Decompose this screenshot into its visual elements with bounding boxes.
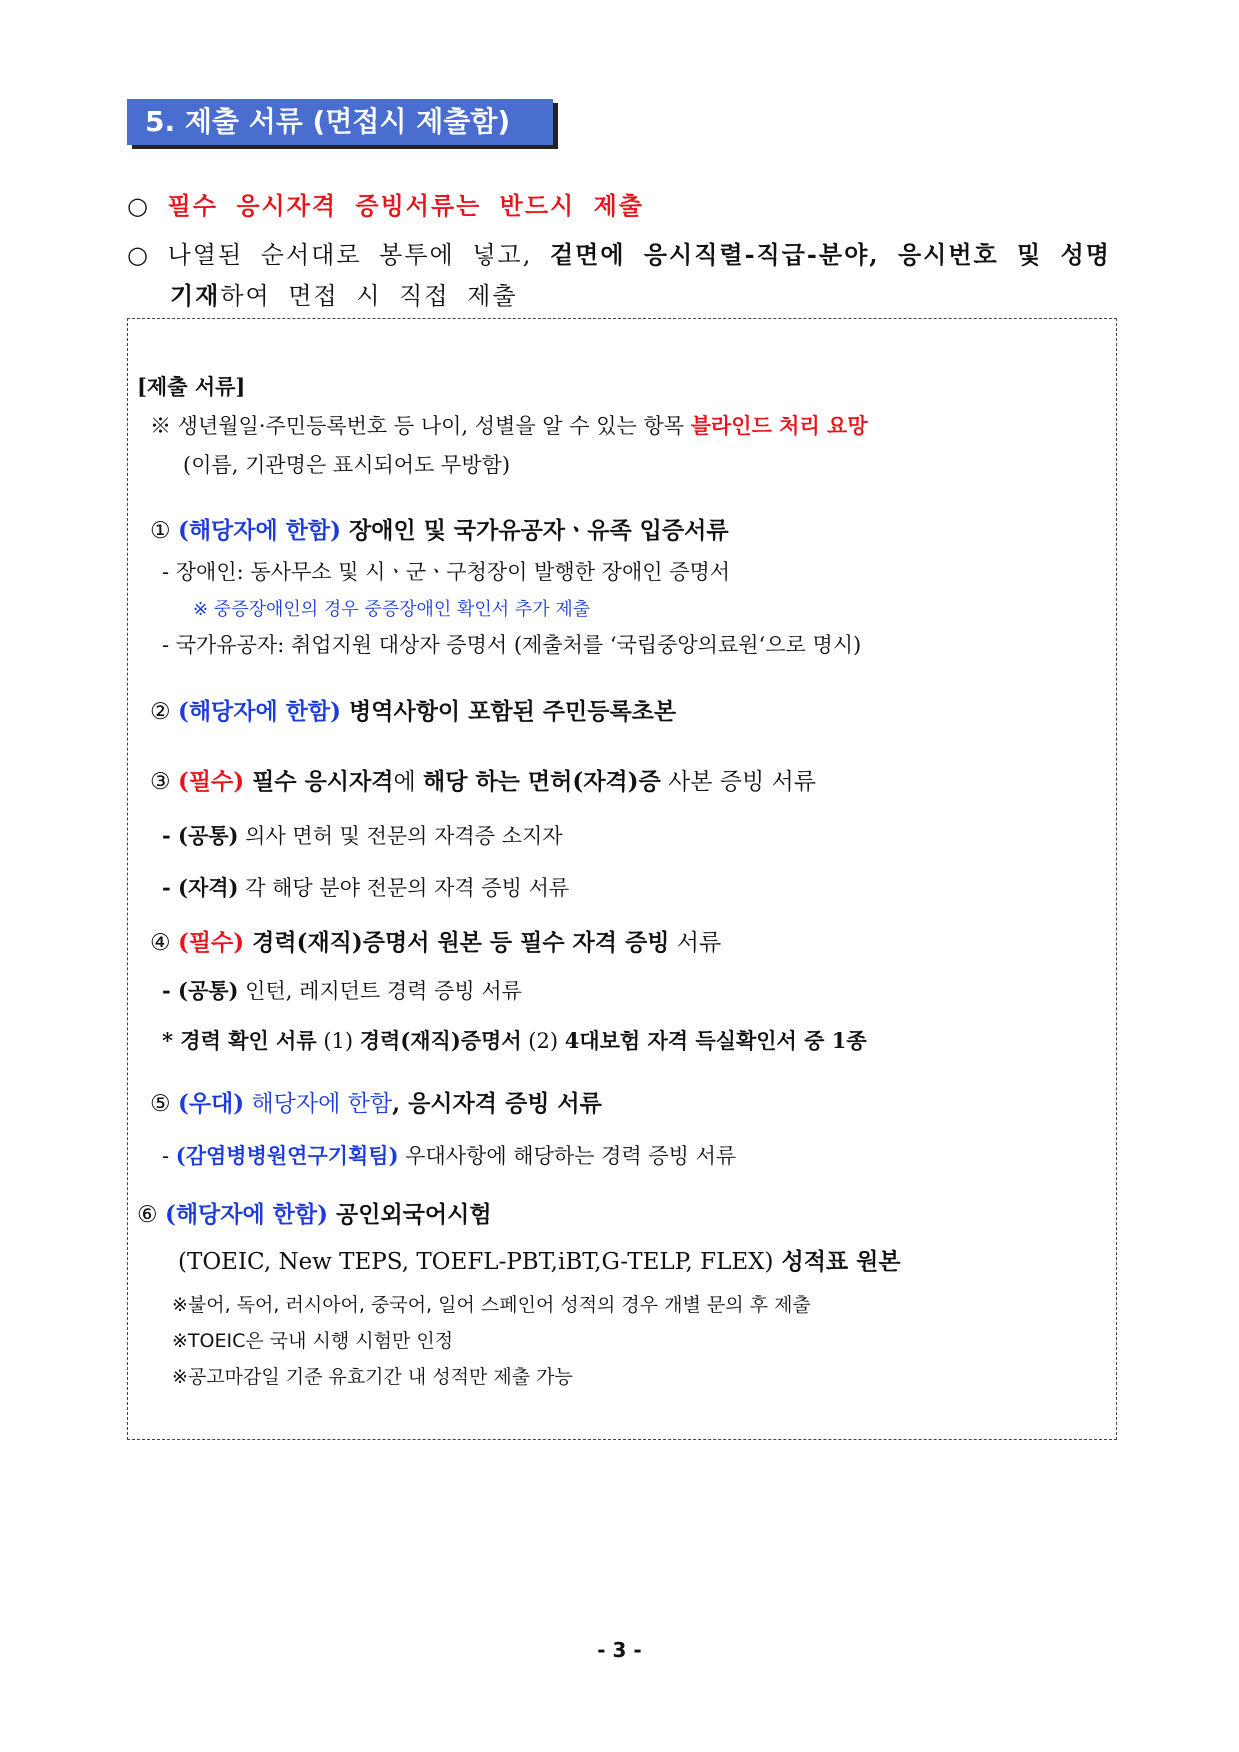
item-5-sub-dash: - [162,1144,176,1168]
item-1-sub-disabled: - 장애인: 동사무소 및 시ㆍ군ㆍ구청장이 발행한 장애인 증명서 [162,560,731,584]
item-4-sub-common-label: - (공통) [162,978,239,1003]
item-5-title-a: 해당자에 한함 [244,1091,393,1117]
item-1-tag: (해당자에 한함) [177,517,342,544]
item-6-tag: (해당자에 한함) [164,1201,329,1228]
box-heading: [제출 서류] [137,374,246,399]
item-1-title [150,512,729,545]
intro-submit-bold: 기재 [170,281,221,310]
item-4-title [150,924,721,957]
bullet-circle-icon: ○ [127,192,150,220]
item-3-sub-qual [162,872,569,902]
item-5-title-b: , 응시자격 증빙 서류 [392,1090,602,1117]
page-number: - 3 - [597,1638,642,1662]
item-6-note-languages: ※불어, 독어, 러시아어, 중국어, 일어 스페인어 성적의 경우 개별 문의 후 제출 [172,1294,811,1316]
item-3-sub-common-text: 의사 면허 및 전문의 자격증 소지자 [238,824,563,848]
item-6-title-text: 공인외국어시험 [328,1201,492,1228]
item-6-tests-list: (TOEIC, New TEPS, TOEFL-PBT,iBT,G-TELP, FLEX) [178,1249,774,1275]
intro-envelope-text: 나열된 순서대로 봉투에 넣고, [167,241,550,269]
item-6-title [137,1196,492,1229]
item-1-note: ※ 중증장애인의 경우 중증장애인 확인서 추가 제출 [193,599,591,620]
item-6-number: ⑥ [137,1202,158,1228]
item-5-sub-text: 우대사항에 해당하는 경력 증빙 서류 [398,1144,737,1168]
item-3-tag: (필수) [177,768,245,795]
item-5-title [150,1085,602,1118]
item-2-tag: (해당자에 한함) [177,698,342,725]
blind-notice [150,410,868,440]
intro-envelope-bold: 겉면에 응시직렬-직급-분야, 응시번호 및 성명 [549,240,1111,269]
item-4-title-b: 서류 [669,930,722,956]
intro-line-required [127,186,644,221]
item-3-title-d: 사본 증빙 서류 [660,769,816,795]
item-4-career-doc2: 4대보험 자격 득실확인서 중 1종 [564,1028,867,1053]
item-5-tag: (우대) [177,1090,245,1117]
item-3-sub-common [162,820,563,850]
item-5-sub [162,1140,736,1170]
section-title: 5. 제출 서류 (면접시 제출함) [127,99,553,145]
item-6-note-toeic: ※TOEIC은 국내 시행 시험만 인정 [172,1330,454,1352]
item-4-sub-common-text: 인턴, 레지던트 경력 증빙 서류 [238,979,522,1003]
item-4-sub-common [162,975,522,1005]
item-6-tests [178,1243,901,1276]
item-3-sub-qual-label: - (자격) [162,875,239,900]
item-4-tag: (필수) [177,929,245,956]
item-4-number: ④ [150,930,171,956]
item-2-title-text: 병역사항이 포함된 주민등록초본 [341,698,677,725]
item-3-title-b: 에 [393,769,423,795]
intro-line-envelope [127,235,1111,270]
intro-submit-text: 하여 면접 시 직접 제출 [220,282,518,310]
item-3-sub-common-label: - (공통) [162,823,239,848]
item-3-title-a: 필수 응시자격 [244,768,394,795]
item-5-number: ⑤ [150,1091,171,1117]
blind-notice-text: ※ 생년월일·주민등록번호 등 나이, 성별을 알 수 있는 항목 [150,414,691,438]
intro-line-submit [170,276,518,311]
item-2-number: ② [150,699,171,725]
item-4-sub-career [162,1025,867,1055]
item-1-title-text: 장애인 및 국가유공자ㆍ유족 입증서류 [341,517,729,544]
item-1-number: ① [150,518,171,544]
item-6-note-validity: ※공고마감일 기준 유효기간 내 성적만 제출 가능 [172,1366,573,1388]
item-2-title [150,693,676,726]
item-6-tests-original: 성적표 원본 [773,1248,901,1275]
blind-notice-sub: (이름, 기관명은 표시되어도 무방함) [183,453,511,477]
item-4-career-doc1: 경력(재직)증명서 [359,1028,522,1053]
item-1-sub-veteran: - 국가유공자: 취업지원 대상자 증명서 (제출처를 ‘국립중앙의료원‘으로 명시) [162,633,862,657]
blind-notice-emphasis: 블라인드 처리 요망 [690,413,868,438]
intro-required-text: 필수 응시자격 증빙서류는 반드시 제출 [167,191,644,220]
item-3-sub-qual-text: 각 해당 분야 전문의 자격 증빙 서류 [238,876,570,900]
item-4-title-a: 경력(재직)증명서 원본 등 필수 자격 증빙 [244,929,670,956]
item-5-sub-team: (감염병병원연구기획팀) [175,1143,399,1168]
item-4-career-label: * 경력 확인 서류 [162,1028,317,1053]
item-4-career-num1: (1) [316,1029,360,1053]
item-4-career-num2: (2) [521,1029,565,1053]
item-3-title [150,763,816,796]
item-3-number: ③ [150,769,171,795]
item-3-title-c: 해당 하는 면허(자격)증 [423,768,661,795]
bullet-circle-icon: ○ [127,241,150,269]
